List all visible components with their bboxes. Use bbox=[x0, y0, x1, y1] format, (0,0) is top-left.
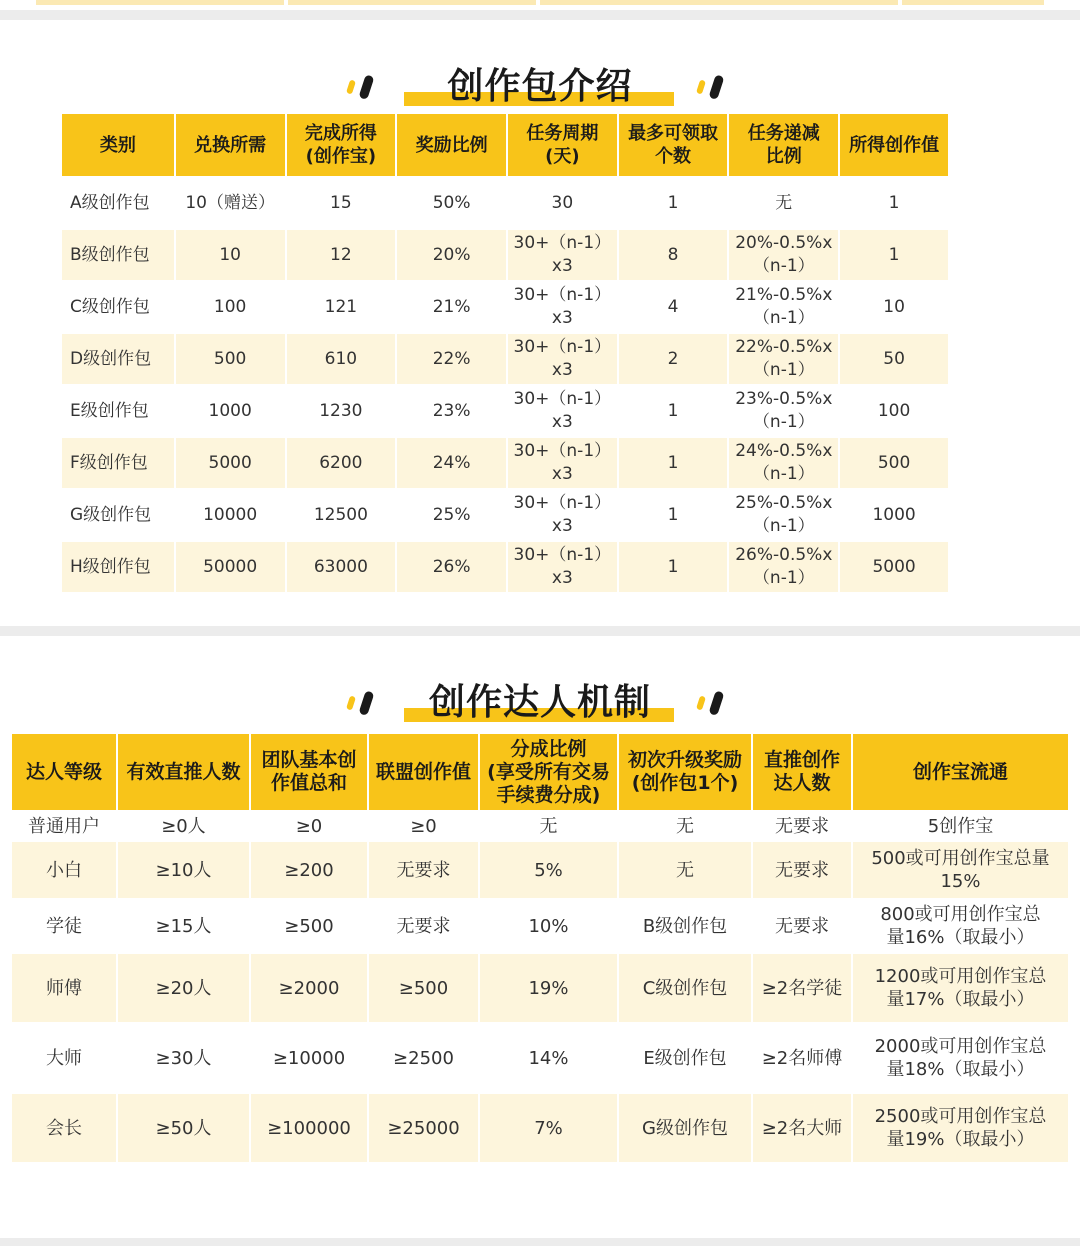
table-cell: 无要求 bbox=[369, 842, 478, 898]
section-separator bbox=[0, 1238, 1080, 1246]
table-cell: H级创作包 bbox=[62, 542, 174, 592]
table-cell: 50% bbox=[397, 178, 506, 228]
table-header: 任务递减 比例 bbox=[729, 114, 838, 176]
table-cell: 30+（n-1） x3 bbox=[508, 438, 617, 488]
table-header: 创作宝流通 bbox=[853, 734, 1068, 810]
table-cell: 无 bbox=[619, 812, 751, 840]
table-cell: 5创作宝 bbox=[853, 812, 1068, 840]
table-cell: 30+（n-1） x3 bbox=[508, 230, 617, 280]
table-cell: 4 bbox=[619, 282, 728, 332]
table-cell: 无要求 bbox=[369, 900, 478, 952]
section-title: 创作达人机制 bbox=[428, 682, 651, 723]
table-cell: ≥10000 bbox=[251, 1024, 367, 1092]
table-cell: 5% bbox=[480, 842, 617, 898]
table-row bbox=[12, 900, 1068, 952]
section-separator bbox=[0, 626, 1080, 636]
table-cell: 10 bbox=[176, 230, 285, 280]
table-header: 所得创作值 bbox=[840, 114, 948, 176]
table-cell: 23% bbox=[397, 386, 506, 436]
table-cell: 1 bbox=[619, 178, 728, 228]
table-cell: 22%-0.5%x （n-1） bbox=[729, 334, 838, 384]
table-row bbox=[12, 954, 1068, 1022]
table-cell: E级创作包 bbox=[619, 1024, 751, 1092]
table-row bbox=[12, 1024, 1068, 1092]
table-cell: 无 bbox=[480, 812, 617, 840]
table-cell: 25% bbox=[397, 490, 506, 540]
table-cell: 100 bbox=[840, 386, 948, 436]
table-row bbox=[62, 178, 948, 228]
table-cell: 1 bbox=[619, 386, 728, 436]
table-cell: 30+（n-1） x3 bbox=[508, 334, 617, 384]
table-cell: 12500 bbox=[287, 490, 396, 540]
table-cell: 1 bbox=[840, 230, 948, 280]
table-cell: ≥0 bbox=[251, 812, 367, 840]
table-cell: E级创作包 bbox=[62, 386, 174, 436]
table-cell: 23%-0.5%x （n-1） bbox=[729, 386, 838, 436]
table-cell: 610 bbox=[287, 334, 396, 384]
table-cell: 10 bbox=[840, 282, 948, 332]
table-cell: 100 bbox=[176, 282, 285, 332]
table-cell: 10% bbox=[480, 900, 617, 952]
table-cell: 1 bbox=[619, 438, 728, 488]
table-row bbox=[62, 282, 948, 332]
table-row bbox=[12, 842, 1068, 898]
creation-pack-table bbox=[60, 112, 950, 594]
table-cell: 500 bbox=[176, 334, 285, 384]
table-cell: 1 bbox=[619, 490, 728, 540]
table-header: 初次升级奖励 (创作包1个) bbox=[619, 734, 751, 810]
table-header: 奖励比例 bbox=[397, 114, 506, 176]
table-cell: B级创作包 bbox=[619, 900, 751, 952]
table-cell: 50000 bbox=[176, 542, 285, 592]
table-cell: ≥10人 bbox=[118, 842, 249, 898]
table-header: 任务周期 (天) bbox=[508, 114, 617, 176]
table-cell: 12 bbox=[287, 230, 396, 280]
table-cell: 5000 bbox=[176, 438, 285, 488]
table-cell: C级创作包 bbox=[619, 954, 751, 1022]
table-cell: ≥30人 bbox=[118, 1024, 249, 1092]
table-cell: 7% bbox=[480, 1094, 617, 1162]
table-cell: 6200 bbox=[287, 438, 396, 488]
table-cell: ≥15人 bbox=[118, 900, 249, 952]
table-cell: A级创作包 bbox=[62, 178, 174, 228]
table-cell: ≥2名学徒 bbox=[753, 954, 851, 1022]
table-cell: ≥25000 bbox=[369, 1094, 478, 1162]
table-row bbox=[12, 1094, 1068, 1162]
table-header: 兑换所需 bbox=[176, 114, 285, 176]
table-row bbox=[12, 812, 1068, 840]
table-cell: 10（赠送） bbox=[176, 178, 285, 228]
table-cell: 25%-0.5%x （n-1） bbox=[729, 490, 838, 540]
table-cell: G级创作包 bbox=[619, 1094, 751, 1162]
table-cell: 30+（n-1） x3 bbox=[508, 542, 617, 592]
table-row bbox=[62, 230, 948, 280]
table-row bbox=[62, 438, 948, 488]
table-cell: 会长 bbox=[12, 1094, 116, 1162]
table-cell: ≥0 bbox=[369, 812, 478, 840]
table-cell: 8 bbox=[619, 230, 728, 280]
table-cell: 无 bbox=[729, 178, 838, 228]
previous-table-remnant bbox=[36, 0, 1044, 8]
table-cell: ≥2名师傅 bbox=[753, 1024, 851, 1092]
table-header: 有效直推人数 bbox=[118, 734, 249, 810]
table-cell: ≥50人 bbox=[118, 1094, 249, 1162]
table-cell: 10000 bbox=[176, 490, 285, 540]
table-header: 团队基本创 作值总和 bbox=[251, 734, 367, 810]
table-cell: 1230 bbox=[287, 386, 396, 436]
section-separator bbox=[0, 10, 1080, 20]
table-header: 分成比例 (享受所有交易 手续费分成) bbox=[480, 734, 617, 810]
table-cell: ≥500 bbox=[369, 954, 478, 1022]
table-cell: 1200或可用创作宝总 量17%（取最小） bbox=[853, 954, 1068, 1022]
section-title-bar bbox=[0, 678, 1080, 738]
table-cell: 24%-0.5%x （n-1） bbox=[729, 438, 838, 488]
table-cell: 大师 bbox=[12, 1024, 116, 1092]
table-cell: 15 bbox=[287, 178, 396, 228]
table-cell: ≥200 bbox=[251, 842, 367, 898]
table-cell: 30 bbox=[508, 178, 617, 228]
table-cell: 1000 bbox=[176, 386, 285, 436]
table-cell: 30+（n-1） x3 bbox=[508, 490, 617, 540]
table-cell: 121 bbox=[287, 282, 396, 332]
creator-mechanism-table bbox=[10, 732, 1070, 1164]
table-cell: 26%-0.5%x （n-1） bbox=[729, 542, 838, 592]
table-cell: 无要求 bbox=[753, 812, 851, 840]
table-cell: 30+（n-1） x3 bbox=[508, 282, 617, 332]
table-row bbox=[62, 490, 948, 540]
table-row bbox=[62, 542, 948, 592]
table-cell: 无 bbox=[619, 842, 751, 898]
table-cell: 22% bbox=[397, 334, 506, 384]
table-cell: D级创作包 bbox=[62, 334, 174, 384]
table-cell: 14% bbox=[480, 1024, 617, 1092]
table-cell: 5000 bbox=[840, 542, 948, 592]
table-cell: ≥500 bbox=[251, 900, 367, 952]
table-cell: 2500或可用创作宝总 量19%（取最小） bbox=[853, 1094, 1068, 1162]
table-cell: 2000或可用创作宝总 量18%（取最小） bbox=[853, 1024, 1068, 1092]
section-title: 创作包介绍 bbox=[447, 66, 633, 107]
table-cell: C级创作包 bbox=[62, 282, 174, 332]
table-header: 达人等级 bbox=[12, 734, 116, 810]
table-cell: 小白 bbox=[12, 842, 116, 898]
table-header: 类别 bbox=[62, 114, 174, 176]
table-cell: 无要求 bbox=[753, 842, 851, 898]
table-header-row bbox=[12, 734, 1068, 810]
table-cell: 500 bbox=[840, 438, 948, 488]
table-cell: ≥2500 bbox=[369, 1024, 478, 1092]
table-row bbox=[62, 334, 948, 384]
table-cell: 1000 bbox=[840, 490, 948, 540]
table-row bbox=[62, 386, 948, 436]
table-cell: B级创作包 bbox=[62, 230, 174, 280]
table-cell: 师傅 bbox=[12, 954, 116, 1022]
table-cell: 1 bbox=[840, 178, 948, 228]
table-cell: 20%-0.5%x （n-1） bbox=[729, 230, 838, 280]
table-cell: 21% bbox=[397, 282, 506, 332]
table-cell: 学徒 bbox=[12, 900, 116, 952]
table-header: 联盟创作值 bbox=[369, 734, 478, 810]
table-cell: ≥100000 bbox=[251, 1094, 367, 1162]
table-cell: G级创作包 bbox=[62, 490, 174, 540]
table-cell: 500或可用创作宝总量 15% bbox=[853, 842, 1068, 898]
table-cell: 24% bbox=[397, 438, 506, 488]
table-header: 完成所得 (创作宝) bbox=[287, 114, 396, 176]
table-cell: 21%-0.5%x （n-1） bbox=[729, 282, 838, 332]
table-cell: 20% bbox=[397, 230, 506, 280]
table-cell: ≥0人 bbox=[118, 812, 249, 840]
table-cell: 26% bbox=[397, 542, 506, 592]
table-cell: 2 bbox=[619, 334, 728, 384]
table-cell: 19% bbox=[480, 954, 617, 1022]
table-cell: 1 bbox=[619, 542, 728, 592]
table-header-row bbox=[62, 114, 948, 176]
table-cell: ≥2000 bbox=[251, 954, 367, 1022]
table-cell: 普通用户 bbox=[12, 812, 116, 840]
table-cell: 50 bbox=[840, 334, 948, 384]
table-cell: ≥2名大师 bbox=[753, 1094, 851, 1162]
table-cell: 无要求 bbox=[753, 900, 851, 952]
table-cell: 30+（n-1） x3 bbox=[508, 386, 617, 436]
table-cell: F级创作包 bbox=[62, 438, 174, 488]
table-cell: 800或可用创作宝总 量16%（取最小） bbox=[853, 900, 1068, 952]
table-cell: 63000 bbox=[287, 542, 396, 592]
table-header: 最多可领取 个数 bbox=[619, 114, 728, 176]
table-header: 直推创作 达人数 bbox=[753, 734, 851, 810]
table-cell: ≥20人 bbox=[118, 954, 249, 1022]
